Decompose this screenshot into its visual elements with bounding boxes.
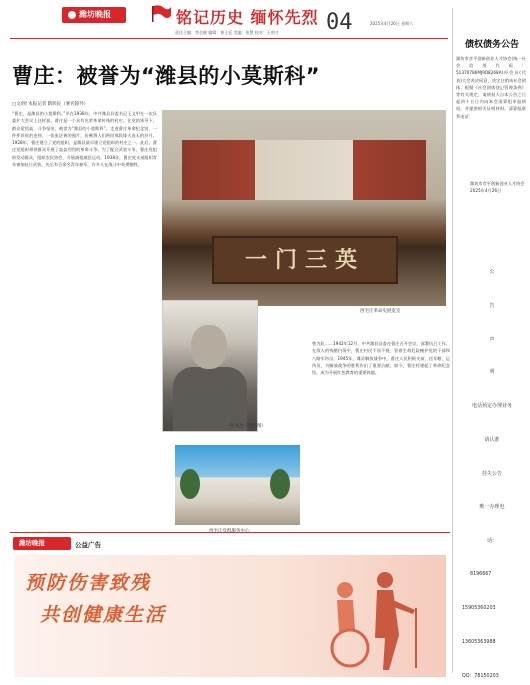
notice-signature (470, 180, 526, 194)
notice-word-1: 公 (489, 269, 495, 275)
photo3-caption (209, 528, 250, 534)
service-line-1: 电话预定办理业务 (471, 403, 512, 409)
notice-word-4: 明 (489, 369, 495, 375)
logo-dot-icon (68, 11, 76, 19)
ad-divider (10, 532, 450, 533)
tree-shape (270, 469, 290, 499)
service-line-3: 挂失公告 (481, 471, 502, 477)
phone-2: 15905360203 (462, 606, 496, 611)
logo-text: 潍坊晚报 (79, 10, 111, 19)
phone-qq: QQ：78150203 (462, 674, 499, 679)
photo2-caption: 阿风治（资料图） (230, 424, 266, 429)
notice-sign-date: 2025年4月26日 (470, 188, 502, 193)
wheelchair-illustration-icon (315, 560, 435, 672)
service-line-4: 唯一办理电 (479, 504, 505, 510)
ad-logo: 潍坊晚报 (13, 537, 71, 550)
portrait-photo (162, 300, 258, 432)
header-divider (10, 38, 448, 39)
service-line-5: 话： (486, 538, 497, 544)
portrait-face (191, 325, 227, 369)
phone-1: 8196667 (470, 572, 492, 577)
service-center-photo (175, 445, 300, 525)
article-column-1: “曹庄，是潍县的小莫斯科。”早在1938年，中共潍县县委书记王文甲在一次县委扩大会议上这样说。曹庄是一个具有光荣革命传统的村庄。在党的领导下，群众觉悟高，斗争坚决，被誉为“潍县的小莫斯科”。走进曹庄革命纪念馆，一件件珍贵的史料、一张张泛黄的照片，仿佛将人们带回那段烽火连天的岁月。1928年，曹庄建立了党的组织，是潍县最早建立党组织的村庄之一。此后，曹庄党组织带领群众开展了轰轰烈烈的革命斗争。为了配合武装斗争，曹庄党组织发动群众，组织农民协会，开展减租减息运动。1938年，曹庄党支部组织青年参加抗日武装，先后有百余名青年参军，许多人在战斗中英勇牺牲。 (12, 111, 157, 168)
article-headline: 曹庄：被誉为“潍县的小莫斯科” (12, 64, 321, 88)
exhibition-hall-photo (162, 110, 446, 306)
plaque-sign: 一门三英 (212, 236, 398, 284)
section-title: 铭记历史 缅怀先烈 (176, 8, 319, 27)
red-flag-icon (150, 4, 172, 22)
newspaper-logo (62, 7, 126, 23)
service-line-2: 请认准 (484, 437, 500, 443)
photo1-caption: 西宅庄革命史展览室 (360, 309, 401, 314)
ad-slogan-1: 预防伤害致残 (25, 572, 152, 594)
tree-shape (180, 469, 200, 499)
notice-body: 潍坊市彦平创新创业人才协会(统一社会信用代码：51370786MJ9D8268A)经会员(代表)大会表决同意，决定注销该社会团体，根据《社会团体登记管理条例》等有关规定，请债权人自本公告之日起四十五日内向本会清算组申报债权，并提供相关证明材料。清算组联系电话： (456, 56, 526, 119)
ad-label: 公益广告 (75, 541, 101, 549)
notice-title: 债权债务公告 (464, 40, 519, 50)
phone-3: 13605363988 (462, 640, 496, 645)
column-divider (452, 8, 453, 673)
notice-word-3: 声 (489, 337, 495, 343)
portrait-body (173, 367, 247, 431)
ad-slogan-2: 共创健康生活 (40, 604, 167, 626)
notice-sign-org: 潍坊市彦平创新创业人才协会 (470, 181, 525, 186)
article-byline: □文/图 本报记者 隋炜民（署名除外） (12, 102, 89, 107)
exhibition-board (182, 140, 426, 200)
article-column-3: 曾为此……1942年12月，中共潍县县委在曹庄召开会议，部署抗日工作。在敌人的残酷扫荡中，曹庄村民不屈不挠，冒着生命危险掩护党的干部和八路军伤员。1945年，潍县解放战争中，曹庄人民积极支前，送军粮、运伤员，为解放战争的胜利作出了重要贡献。如今，曹庄村建起了革命纪念馆，成为开展红色教育的重要阵地。 (312, 341, 450, 376)
notice-word-2: 告 (489, 303, 495, 309)
date-line: 2025年4月26日 星期六 (370, 21, 414, 26)
page-number: 04 (326, 10, 353, 35)
editor-line: 责任主编：李会颐 编辑：黄士廷 美编：张慧 校对：王明才 (175, 30, 279, 35)
